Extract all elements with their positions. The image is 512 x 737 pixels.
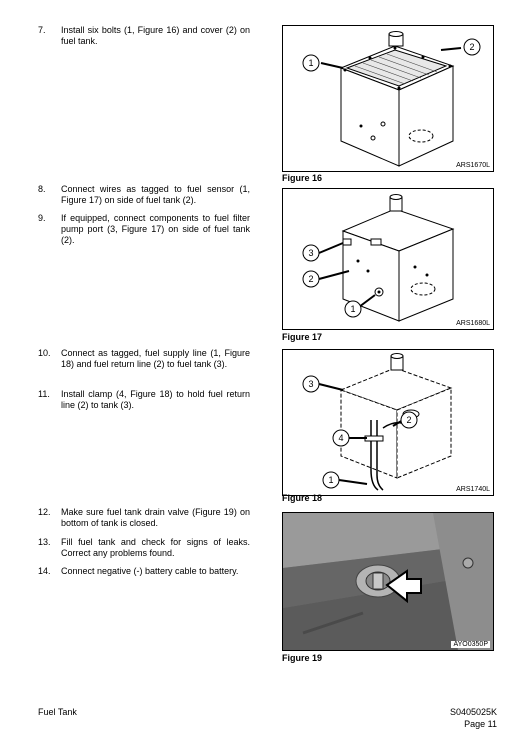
- fuel-tank-side-drawing: [283, 189, 493, 329]
- footer-doc-id: S0405025K: [449, 707, 497, 717]
- step-11: [38, 389, 250, 411]
- fuel-tank-cover-drawing: [283, 26, 493, 171]
- step-number: 13.: [38, 537, 51, 547]
- figure-code: ARS1740L: [456, 486, 490, 493]
- figure-code: ARS1670L: [456, 162, 490, 169]
- callout-label: 2: [406, 415, 412, 425]
- figure-18-caption: Figure 18: [282, 493, 323, 503]
- step-number: 8.: [38, 184, 46, 194]
- step-text: Install clamp (4, Figure 18) to hold fuel return line (2) to tank (3).: [61, 389, 250, 410]
- step-text: Install six bolts (1, Figure 16) and cover (2) on fuel tank.: [61, 25, 250, 46]
- step-14: [38, 566, 250, 577]
- figure-19-photo: [282, 512, 494, 651]
- figure-17-illustration: [282, 188, 494, 330]
- drain-valve-photo: [283, 513, 493, 650]
- callout-label: 1: [350, 304, 356, 314]
- step-text: Fill fuel tank and check for signs of leaks. Correct any problems found.: [61, 537, 250, 558]
- step-text: Make sure fuel tank drain valve (Figure 19) on bottom of tank is closed.: [61, 507, 250, 528]
- step-text: Connect negative (-) battery cable to battery.: [61, 566, 239, 576]
- step-text: Connect as tagged, fuel supply line (1, Figure 18) and fuel return line (2) to fuel tank (3).: [61, 348, 250, 369]
- figure-16-illustration: [282, 25, 494, 172]
- step-number: 12.: [38, 507, 51, 517]
- footer-section-title: Fuel Tank: [38, 707, 77, 717]
- callout-label: 1: [328, 475, 334, 485]
- fuel-tank-lines-drawing: [283, 350, 493, 495]
- callout-label: 2: [469, 42, 475, 52]
- callout-label: 3: [308, 248, 314, 258]
- callout-label: 2: [308, 274, 314, 284]
- step-9: [38, 213, 250, 246]
- figure-16-caption: Figure 16: [282, 173, 323, 183]
- callout-label: 4: [338, 433, 344, 443]
- step-13: [38, 537, 250, 559]
- step-number: 10.: [38, 348, 51, 358]
- footer-page-number: Page 11: [464, 719, 497, 729]
- step-number: 7.: [38, 25, 46, 35]
- step-number: 11.: [38, 389, 50, 399]
- figure-code: AYO0350P: [453, 641, 488, 648]
- callout-label: 1: [308, 58, 314, 68]
- step-text: If equipped, connect components to fuel filter pump port (3, Figure 17) on side of fuel tank (2).: [61, 213, 250, 245]
- step-12: [38, 507, 250, 529]
- figure-18-illustration: [282, 349, 494, 496]
- figure-code: ARS1680L: [456, 320, 490, 327]
- step-number: 9.: [38, 213, 46, 223]
- step-number: 14.: [38, 566, 51, 576]
- callout-label: 3: [308, 379, 314, 389]
- step-text: Connect wires as tagged to fuel sensor (1, Figure 17) on side of fuel tank (2).: [61, 184, 250, 205]
- figure-17-caption: Figure 17: [282, 332, 323, 342]
- step-8: [38, 184, 250, 206]
- step-10: [38, 348, 250, 370]
- step-7: [38, 25, 250, 47]
- figure-19-caption: Figure 19: [282, 653, 323, 663]
